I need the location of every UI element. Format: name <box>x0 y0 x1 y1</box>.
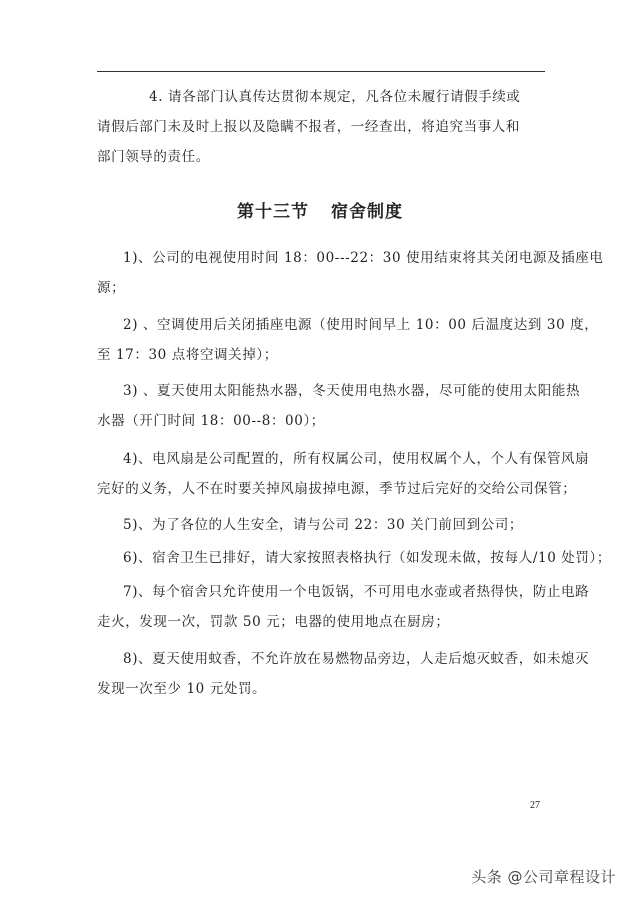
watermark: 头条 @公司章程设计 <box>471 868 616 886</box>
rule-6 <box>97 543 611 573</box>
rule-7-line-1: 7)、每个宿舍只允许使用一个电饭锅，不可用电水壶或者热得快，防止电路 <box>123 584 590 600</box>
intro-paragraph <box>97 82 549 172</box>
rule-8-line-2: 发现一次至少 10 元处罚。 <box>97 681 267 697</box>
rule-6-line-1: 6)、宿舍卫生已排好，请大家按照表格执行（如发现未做，按每人/10 处罚）； <box>123 550 611 566</box>
rule-2 <box>97 310 599 370</box>
rule-2-line-1: 2) 、空调使用后关闭插座电源（使用时间早上 10：00 后温度达到 30 度， <box>123 317 599 333</box>
rule-5-line-1: 5)、为了各位的人生安全，请与公司 22：30 关门前回到公司； <box>123 517 523 533</box>
rule-1-line-2: 源； <box>97 280 126 296</box>
section-number: 第十三节 <box>237 202 309 222</box>
intro-line-1: 4. 请各部门认真传达贯彻本规定，凡各位未履行请假手续或 <box>149 89 521 105</box>
rule-3-line-1: 3) 、夏天使用太阳能热水器，冬天使用电热水器，尽可能的使用太阳能热 <box>123 383 581 399</box>
rule-4-line-1: 4)、电风扇是公司配置的，所有权属公司，使用权属个人，个人有保管风扇 <box>123 451 590 467</box>
rule-8-line-1: 8)、夏天使用蚊香，不允许放在易燃物品旁边，人走后熄灭蚊香，如未熄灭 <box>123 651 590 667</box>
page-number: 27 <box>530 800 540 811</box>
rule-5 <box>97 510 549 540</box>
rule-1 <box>97 243 604 303</box>
section-title <box>0 197 640 222</box>
intro-line-3: 部门领导的责任。 <box>97 149 210 165</box>
section-heading: 宿舍制度 <box>331 202 403 222</box>
rule-4 <box>97 444 590 504</box>
rule-7 <box>97 577 590 637</box>
rule-8 <box>97 644 590 704</box>
rule-1-line-1: 1)、公司的电视使用时间 18：00---22：30 使用结束将其关闭电源及插座电 <box>123 250 604 266</box>
rule-2-line-2: 至 17：30 点将空调关掉）； <box>97 347 278 363</box>
rule-3-line-2: 水器（开门时间 18：00--8：00）； <box>97 413 325 429</box>
intro-line-2: 请假后部门未及时上报以及隐瞒不报者，一经查出，将追究当事人和 <box>97 119 520 135</box>
rule-4-line-2: 完好的义务，人不在时要关掉风扇拔掉电源，季节过后完好的交给公司保管； <box>97 481 577 497</box>
header-rule <box>97 71 545 72</box>
rule-7-line-2: 走火，发现一次，罚款 50 元；电器的使用地点在厨房； <box>97 614 450 630</box>
rule-3 <box>97 376 581 436</box>
